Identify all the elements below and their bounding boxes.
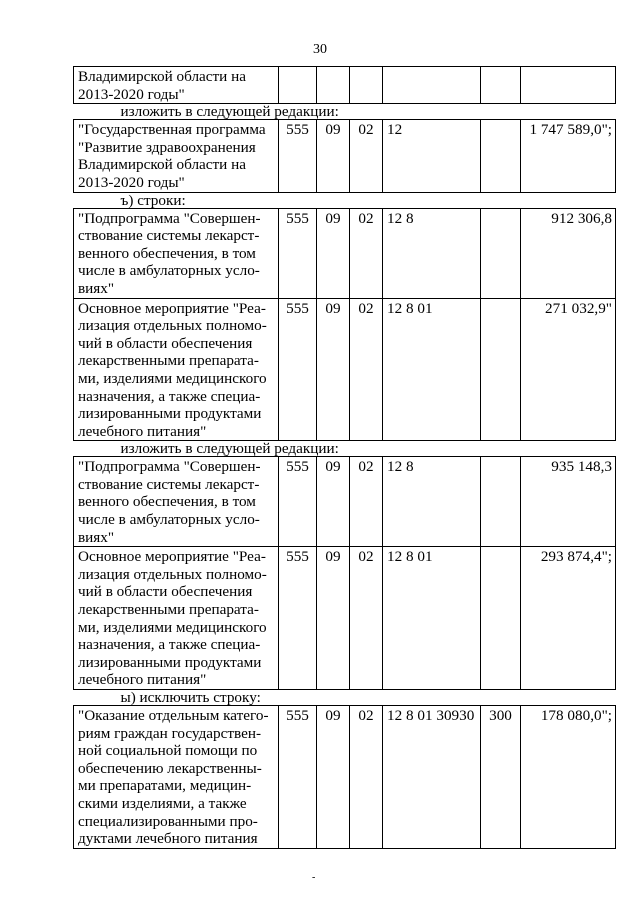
- note-row: [74, 690, 616, 706]
- row-description: Основное мероприятие "Реа- лизация отдельных полномо- чий в области обеспечения лекарственными препарата- ми, изделиями медицинского назначения, а также специа- лизированными продуктами лечебного питания": [74, 547, 279, 690]
- cell-target-article: 12 8: [383, 457, 481, 547]
- cell-amount: 935 148,3: [521, 457, 616, 547]
- note-exclude: ы) исключить строку:: [74, 690, 616, 706]
- cell-section: 09: [317, 120, 350, 192]
- cell-subsection: 02: [350, 547, 383, 690]
- table-row: [74, 547, 616, 690]
- row-description: "Государственная программа "Развитие здравоохранения Владимирской области на 2013-2020 годы": [74, 120, 279, 192]
- cell-subsection: 02: [350, 120, 383, 192]
- cell-target-article: 12 8 01: [383, 298, 481, 441]
- cell-expense-type: [481, 208, 521, 298]
- cell-section: 09: [317, 457, 350, 547]
- cell-expense-type: [481, 67, 521, 104]
- cell-expense-type: [481, 457, 521, 547]
- cell-ministry: [279, 67, 317, 104]
- cell-ministry: 555: [279, 298, 317, 441]
- row-description: Владимирской области на 2013-2020 годы": [74, 67, 279, 104]
- cell-ministry: 555: [279, 457, 317, 547]
- cell-section: 09: [317, 547, 350, 690]
- cell-target-article: 12 8 01 30930: [383, 706, 481, 849]
- row-description: "Оказание отдельным катего- риям граждан государствен- ной социальной помощи по обеспечению лекарственны- ми препаратами, медицин- скими изделиями, а также специализированными про- дуктами лечебного питания: [74, 706, 279, 849]
- cell-subsection: 02: [350, 298, 383, 441]
- row-description: Основное мероприятие "Реа- лизация отдельных полномо- чий в области обеспечения лекарственными препарата- ми, изделиями медицинского назначения, а также специа- лизированными продуктами лечебного питания": [74, 298, 279, 441]
- row-description: "Подпрограмма "Совершен- ствование системы лекарст- венного обеспечения, в том числе в амбулаторных усло- виях": [74, 457, 279, 547]
- cell-expense-type: [481, 298, 521, 441]
- table-row: [74, 457, 616, 547]
- cell-ministry: 555: [279, 208, 317, 298]
- row-description: "Подпрограмма "Совершен- ствование системы лекарст- венного обеспечения, в том числе в амбулаторных усло- виях": [74, 208, 279, 298]
- cell-section: [317, 67, 350, 104]
- table-row: [74, 67, 616, 104]
- cell-ministry: 555: [279, 547, 317, 690]
- cell-amount: 178 080,0";: [521, 706, 616, 849]
- cell-subsection: 02: [350, 208, 383, 298]
- table-row: [74, 120, 616, 192]
- cell-target-article: [383, 67, 481, 104]
- cell-subsection: [350, 67, 383, 104]
- page-number: 30: [313, 42, 327, 57]
- cell-section: 09: [317, 208, 350, 298]
- cell-expense-type: [481, 120, 521, 192]
- cell-subsection: 02: [350, 706, 383, 849]
- note-row: [74, 104, 616, 120]
- cell-expense-type: [481, 547, 521, 690]
- cell-target-article: 12 8: [383, 208, 481, 298]
- cell-amount: 1 747 589,0";: [521, 120, 616, 192]
- cell-target-article: 12 8 01: [383, 547, 481, 690]
- cell-section: 09: [317, 298, 350, 441]
- cell-amount: 271 032,9": [521, 298, 616, 441]
- table-row: [74, 208, 616, 298]
- cell-subsection: 02: [350, 457, 383, 547]
- note-row: [74, 441, 616, 457]
- cell-expense-type: 300: [481, 706, 521, 849]
- cell-amount: [521, 67, 616, 104]
- cell-target-article: 12: [383, 120, 481, 192]
- cell-amount: 912 306,8: [521, 208, 616, 298]
- cell-ministry: 555: [279, 120, 317, 192]
- table-row: [74, 298, 616, 441]
- cell-section: 09: [317, 706, 350, 849]
- cell-amount: 293 874,4";: [521, 547, 616, 690]
- footer-mark: -: [312, 872, 316, 883]
- cell-ministry: 555: [279, 706, 317, 849]
- note-replace: изложить в следующей редакции:: [74, 441, 616, 457]
- note-row: [74, 192, 616, 208]
- note-replace: изложить в следующей редакции:: [74, 104, 616, 120]
- table-row: [74, 706, 616, 849]
- note-rows-label: ъ) строки:: [74, 192, 616, 208]
- budget-table: [73, 66, 616, 849]
